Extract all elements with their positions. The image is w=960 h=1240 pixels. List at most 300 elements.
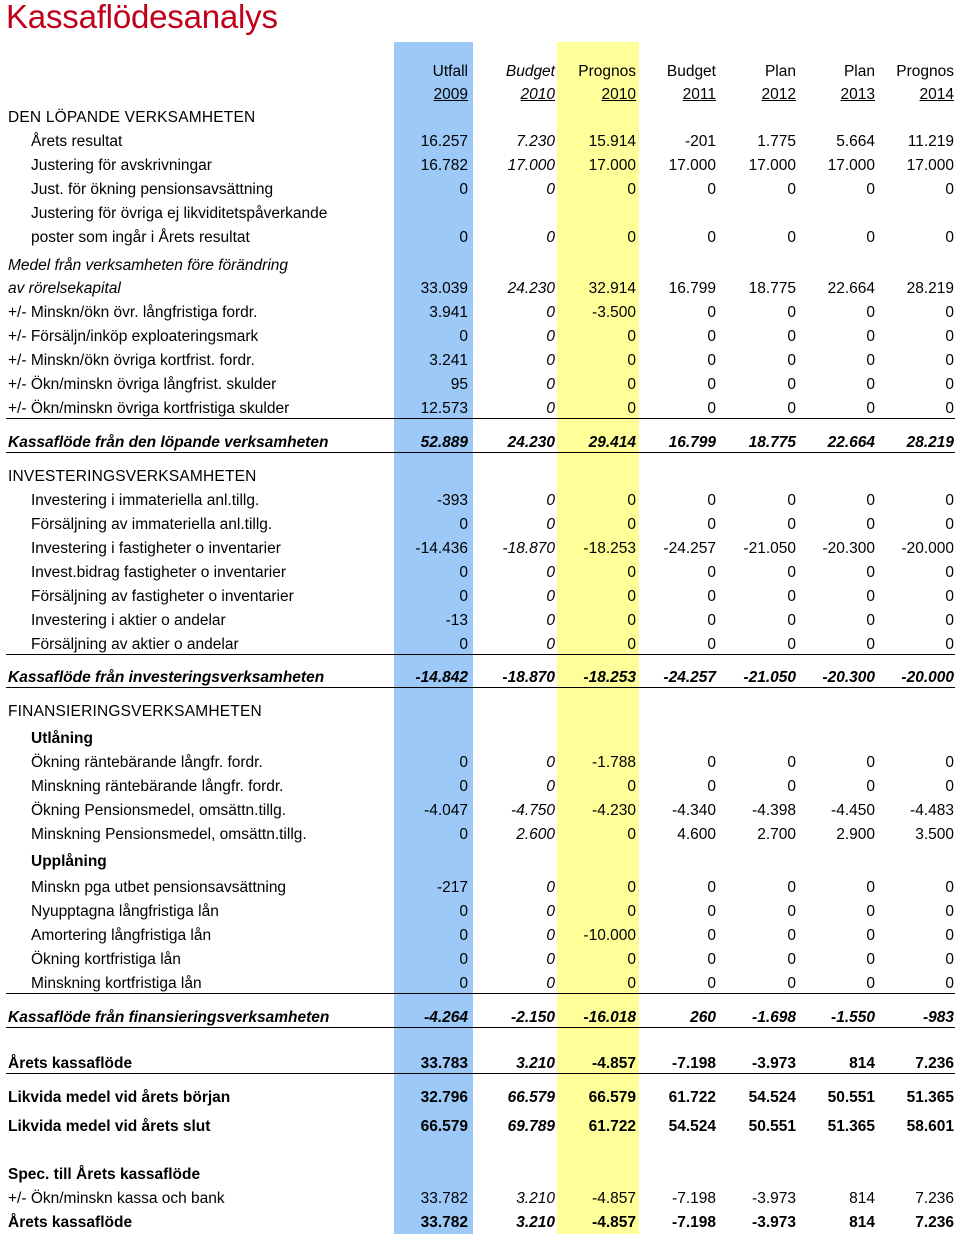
cell-value: 814	[849, 1055, 875, 1072]
cell-value: 32.796	[420, 1089, 468, 1106]
cell-value: 24.230	[507, 280, 555, 297]
table-row	[0, 800, 960, 822]
cell-value: 0	[866, 879, 875, 896]
cell-value: -16.018	[583, 1009, 636, 1026]
row-label: +/- Ökn/minskn övriga kortfristiga skulder	[8, 400, 290, 417]
cell-value: -4.857	[592, 1190, 636, 1207]
table-row	[0, 610, 960, 632]
cell-value: 32.914	[588, 280, 636, 297]
cell-value: 0	[546, 588, 555, 605]
row-label: Försäljning av aktier o andelar	[31, 636, 239, 653]
row-label: Nyupptagna långfristiga lån	[31, 903, 219, 920]
cell-value: 0	[627, 903, 636, 920]
cell-value: 15.914	[588, 133, 636, 150]
table-row	[0, 586, 960, 608]
cell-value: 0	[627, 400, 636, 417]
cell-value: 0	[707, 951, 716, 968]
cell-value: 0	[945, 328, 954, 345]
row-label: Årets kassaflöde	[8, 1214, 133, 1231]
cell-value: 66.579	[420, 1118, 468, 1135]
cell-value: 0	[787, 612, 796, 629]
table-row	[0, 973, 960, 995]
table-row	[0, 752, 960, 774]
cell-value: 0	[707, 903, 716, 920]
cell-value: 0	[546, 352, 555, 369]
cell-value: 0	[459, 181, 468, 198]
cell-value: 0	[707, 612, 716, 629]
cell-value: 0	[945, 400, 954, 417]
cell-value: 0	[866, 754, 875, 771]
cell-value: 0	[627, 636, 636, 653]
cell-value: -20.000	[901, 669, 954, 686]
row-label: Ökning kortfristiga lån	[31, 951, 181, 968]
cell-value: 52.889	[420, 434, 468, 451]
cell-value: 0	[459, 636, 468, 653]
table-row	[0, 1007, 960, 1029]
cell-value: 0	[707, 376, 716, 393]
cell-value: 0	[627, 588, 636, 605]
cell-value: 0	[627, 975, 636, 992]
cell-value: 0	[546, 328, 555, 345]
cell-value: 33.783	[420, 1055, 468, 1072]
column-header-year: 2014	[919, 86, 954, 103]
table-row	[0, 667, 960, 689]
cell-value: -14.842	[415, 669, 468, 686]
cell-value: 17.000	[507, 157, 555, 174]
cell-value: 0	[546, 927, 555, 944]
cell-value: 0	[546, 975, 555, 992]
column-header-label: Plan	[843, 63, 875, 80]
cell-value: 12.573	[420, 400, 468, 417]
row-label: Likvida medel vid årets början	[8, 1089, 231, 1106]
row-rule	[6, 687, 955, 688]
table-row	[0, 1116, 960, 1138]
cell-value: 0	[787, 376, 796, 393]
cell-value: 11.219	[907, 133, 954, 150]
cell-value: 0	[945, 229, 954, 246]
cell-value: 2.700	[757, 826, 796, 843]
cell-value: 0	[945, 879, 954, 896]
section-heading	[0, 851, 960, 873]
section-heading	[0, 728, 960, 750]
row-label: Utlåning	[31, 730, 93, 747]
cell-value: 0	[707, 975, 716, 992]
table-row	[0, 949, 960, 971]
cell-value: 0	[787, 352, 796, 369]
cell-value: 0	[459, 951, 468, 968]
table-row	[0, 824, 960, 846]
row-label: +/- Minskn/ökn övr. långfristiga fordr.	[8, 304, 258, 321]
cell-value: 28.219	[906, 434, 954, 451]
cell-value: 0	[707, 564, 716, 581]
cell-value: 18.775	[748, 434, 796, 451]
cell-value: 29.414	[588, 434, 636, 451]
cell-value: 0	[866, 304, 875, 321]
row-label: Amortering långfristiga lån	[31, 927, 212, 944]
cell-value: 0	[707, 352, 716, 369]
cell-value: 4.600	[677, 826, 716, 843]
cell-value: 16.799	[668, 280, 716, 297]
cell-value: 0	[459, 778, 468, 795]
row-caption	[0, 203, 960, 225]
cell-value: 0	[627, 229, 636, 246]
cell-value: 0	[459, 564, 468, 581]
cell-value: 0	[945, 376, 954, 393]
cell-value: 0	[787, 778, 796, 795]
row-label: Spec. till Årets kassaflöde	[8, 1166, 201, 1183]
cell-value: 0	[945, 304, 954, 321]
cell-value: 0	[866, 181, 875, 198]
cell-value: 0	[627, 376, 636, 393]
table-row	[0, 131, 960, 153]
cell-value: 0	[787, 588, 796, 605]
row-label: +/- Försäljn/inköp exploateringsmark	[8, 328, 259, 345]
cell-value: 0	[787, 304, 796, 321]
cell-value: 54.524	[668, 1118, 716, 1135]
row-rule	[6, 1073, 955, 1074]
row-label: +/- Minskn/ökn övriga kortfrist. fordr.	[8, 352, 255, 369]
column-header-year: 2012	[761, 86, 796, 103]
cell-value: 58.601	[906, 1118, 954, 1135]
cell-value: 0	[866, 927, 875, 944]
cell-value: 814	[849, 1214, 875, 1231]
cell-value: 0	[546, 304, 555, 321]
cell-value: 0	[546, 181, 555, 198]
cell-value: 0	[866, 492, 875, 509]
row-rule	[6, 993, 955, 994]
cell-value: 2.900	[836, 826, 875, 843]
row-label: Årets resultat	[31, 133, 123, 150]
cell-value: 3.210	[516, 1055, 555, 1072]
cell-value: 17.000	[748, 157, 796, 174]
column-header-label: Utfall	[432, 63, 468, 80]
cell-value: 0	[546, 612, 555, 629]
cell-value: 0	[866, 516, 875, 533]
cell-value: -20.300	[822, 540, 875, 557]
cell-value: 0	[459, 754, 468, 771]
cell-value: 0	[546, 951, 555, 968]
column-header-year: 2013	[840, 86, 875, 103]
cell-value: 7.236	[915, 1055, 954, 1072]
cell-value: -10.000	[583, 927, 636, 944]
cell-value: 0	[787, 492, 796, 509]
cell-value: 3.210	[516, 1214, 555, 1231]
cell-value: 2.600	[516, 826, 555, 843]
cell-value: 0	[945, 352, 954, 369]
cell-value: 0	[787, 951, 796, 968]
cell-value: -4.264	[424, 1009, 468, 1026]
cell-value: -24.257	[663, 669, 716, 686]
table-row	[0, 562, 960, 584]
row-label: +/- Ökn/minskn kassa och bank	[8, 1190, 225, 1207]
section-heading	[0, 466, 960, 488]
cell-value: -4.857	[592, 1055, 636, 1072]
row-label: Invest.bidrag fastigheter o inventarier	[31, 564, 287, 581]
cell-value: 0	[627, 778, 636, 795]
cell-value: 0	[866, 376, 875, 393]
cell-value: -7.198	[672, 1190, 716, 1207]
cell-value: -201	[684, 133, 716, 150]
row-rule	[6, 654, 955, 655]
cell-value: 0	[707, 229, 716, 246]
row-caption	[0, 1164, 960, 1186]
row-rule	[6, 418, 955, 419]
table-row	[0, 227, 960, 249]
cell-value: 17.000	[588, 157, 636, 174]
cell-value: -3.973	[752, 1190, 796, 1207]
cell-value: -3.973	[752, 1214, 796, 1231]
cell-value: 0	[945, 564, 954, 581]
row-label: Likvida medel vid årets slut	[8, 1118, 211, 1135]
row-label: Medel från verksamheten före förändring	[8, 257, 289, 274]
table-row	[0, 490, 960, 512]
table-row	[0, 925, 960, 947]
cell-value: 50.551	[827, 1089, 875, 1106]
cell-value: 0	[627, 352, 636, 369]
cell-value: -1.550	[831, 1009, 875, 1026]
cell-value: 0	[707, 304, 716, 321]
cell-value: 0	[627, 826, 636, 843]
table-row	[0, 901, 960, 923]
cell-value: -7.198	[672, 1055, 716, 1072]
cell-value: 0	[787, 328, 796, 345]
cell-value: 0	[945, 778, 954, 795]
cell-value: 0	[866, 328, 875, 345]
cell-value: 0	[459, 927, 468, 944]
row-label: av rörelsekapital	[8, 280, 121, 297]
table-row	[0, 374, 960, 396]
row-label: Justering för övriga ej likviditetspåverkande	[31, 205, 328, 222]
table-row	[0, 398, 960, 420]
cell-value: 0	[945, 516, 954, 533]
cell-value: 5.664	[836, 133, 875, 150]
cell-value: 24.230	[507, 434, 555, 451]
table-row	[0, 634, 960, 656]
cell-value: 0	[945, 492, 954, 509]
cell-value: 0	[945, 612, 954, 629]
cell-value: 0	[866, 903, 875, 920]
column-header-year: 2010	[601, 86, 636, 103]
cell-value: -1.788	[592, 754, 636, 771]
row-caption	[0, 255, 960, 277]
cell-value: 0	[459, 826, 468, 843]
cell-value: 0	[459, 975, 468, 992]
cell-value: 0	[866, 229, 875, 246]
cell-value: 0	[787, 636, 796, 653]
table-row	[0, 278, 960, 300]
cell-value: 0	[707, 879, 716, 896]
row-label: Årets kassaflöde	[8, 1055, 133, 1072]
cell-value: 50.551	[748, 1118, 796, 1135]
cell-value: 22.664	[827, 280, 875, 297]
cell-value: 0	[787, 564, 796, 581]
cell-value: 0	[866, 564, 875, 581]
column-header-label: Plan	[764, 63, 796, 80]
row-label: Upplåning	[31, 853, 107, 870]
cell-value: -4.047	[424, 802, 468, 819]
cell-value: -18.253	[583, 669, 636, 686]
cell-value: -7.198	[672, 1214, 716, 1231]
cell-value: 0	[707, 588, 716, 605]
cell-value: 0	[546, 564, 555, 581]
table-row	[0, 1212, 960, 1234]
cell-value: -4.857	[592, 1214, 636, 1231]
cell-value: 0	[627, 951, 636, 968]
cell-value: 17.000	[827, 157, 875, 174]
table-row	[0, 776, 960, 798]
cell-value: 0	[459, 903, 468, 920]
cell-value: 0	[459, 229, 468, 246]
row-label: Minskn pga utbet pensionsavsättning	[31, 879, 287, 896]
column-header-label: Prognos	[896, 63, 954, 80]
cell-value: 0	[945, 903, 954, 920]
cell-value: 0	[627, 181, 636, 198]
cell-value: 0	[866, 588, 875, 605]
table-row	[0, 1087, 960, 1109]
cell-value: 814	[849, 1190, 875, 1207]
table-row	[0, 326, 960, 348]
row-label: Minskning Pensionsmedel, omsättn.tillg.	[31, 826, 307, 843]
table-row	[0, 432, 960, 454]
cell-value: 22.664	[827, 434, 875, 451]
cell-value: 0	[546, 754, 555, 771]
section-heading	[0, 107, 960, 129]
cell-value: 51.365	[906, 1089, 954, 1106]
cell-value: -4.450	[831, 802, 875, 819]
cell-value: 0	[866, 352, 875, 369]
cell-value: 0	[707, 754, 716, 771]
cell-value: 51.365	[827, 1118, 875, 1135]
cell-value: -20.300	[822, 669, 875, 686]
cell-value: 7.230	[516, 133, 555, 150]
cell-value: 28.219	[906, 280, 954, 297]
cell-value: 61.722	[588, 1118, 636, 1135]
cell-value: 0	[459, 516, 468, 533]
cell-value: -3.973	[752, 1055, 796, 1072]
cell-value: 0	[546, 229, 555, 246]
cell-value: 3.241	[429, 352, 468, 369]
cell-value: 260	[690, 1009, 716, 1026]
cell-value: 0	[945, 636, 954, 653]
cell-value: 0	[866, 612, 875, 629]
cell-value: 0	[787, 400, 796, 417]
cell-value: 69.789	[507, 1118, 555, 1135]
cell-value: 0	[707, 636, 716, 653]
table-row	[0, 877, 960, 899]
cell-value: -393	[436, 492, 468, 509]
cell-value: 33.782	[420, 1190, 468, 1207]
table-row	[0, 514, 960, 536]
cell-value: -4.340	[672, 802, 716, 819]
cell-value: 0	[707, 328, 716, 345]
cell-value: 66.579	[507, 1089, 555, 1106]
cell-value: -21.050	[743, 540, 796, 557]
cell-value: 95	[450, 376, 468, 393]
cell-value: 0	[945, 588, 954, 605]
cell-value: 66.579	[588, 1089, 636, 1106]
cell-value: 3.941	[429, 304, 468, 321]
cell-value: -18.870	[502, 669, 555, 686]
cell-value: 0	[945, 754, 954, 771]
cell-value: 7.236	[915, 1214, 954, 1231]
cell-value: 0	[459, 328, 468, 345]
row-label: DEN LÖPANDE VERKSAMHETEN	[8, 109, 256, 126]
cell-value: 0	[866, 778, 875, 795]
table-row	[0, 538, 960, 560]
cell-value: -18.253	[583, 540, 636, 557]
cell-value: -4.398	[752, 802, 796, 819]
row-label: Just. för ökning pensionsavsättning	[31, 181, 274, 198]
cell-value: 33.039	[420, 280, 468, 297]
cell-value: 0	[707, 492, 716, 509]
cell-value: 0	[787, 879, 796, 896]
cell-value: 7.236	[915, 1190, 954, 1207]
column-year-row	[0, 84, 960, 106]
cell-value: 0	[546, 879, 555, 896]
column-header-year: 2009	[433, 86, 468, 103]
cell-value: 54.524	[748, 1089, 796, 1106]
row-label: Investering i fastigheter o inventarier	[31, 540, 281, 557]
cell-value: 0	[787, 754, 796, 771]
cell-value: 0	[546, 400, 555, 417]
cell-value: 33.782	[420, 1214, 468, 1231]
cell-value: 0	[787, 229, 796, 246]
column-header-row	[0, 61, 960, 83]
column-header-year: 2011	[682, 86, 716, 103]
cell-value: -983	[922, 1009, 954, 1026]
cell-value: 0	[546, 903, 555, 920]
cell-value: 16.799	[668, 434, 716, 451]
section-heading	[0, 701, 960, 723]
cell-value: 0	[945, 181, 954, 198]
cell-value: -21.050	[743, 669, 796, 686]
cell-value: 0	[546, 778, 555, 795]
row-rule	[6, 452, 955, 453]
column-header-label: Budget	[666, 63, 716, 80]
cell-value: 16.257	[420, 133, 468, 150]
row-label: poster som ingår i Årets resultat	[31, 229, 250, 246]
row-label: Investering i immateriella anl.tillg.	[31, 492, 260, 509]
cell-value: 3.500	[915, 826, 954, 843]
cell-value: 0	[945, 927, 954, 944]
cell-value: 0	[627, 879, 636, 896]
row-label: Kassaflöde från finansieringsverksamheten	[8, 1009, 330, 1026]
column-header-label: Prognos	[578, 63, 636, 80]
row-label: +/- Ökn/minskn övriga långfrist. skulder	[8, 376, 277, 393]
cell-value: -2.150	[511, 1009, 555, 1026]
row-label: Investering i aktier o andelar	[31, 612, 226, 629]
cell-value: 0	[627, 516, 636, 533]
cell-value: 0	[945, 951, 954, 968]
cell-value: 0	[707, 516, 716, 533]
row-label: Justering för avskrivningar	[31, 157, 212, 174]
cell-value: 0	[707, 400, 716, 417]
column-header-year: 2010	[520, 86, 555, 103]
cell-value: 0	[787, 903, 796, 920]
cell-value: 0	[787, 975, 796, 992]
cell-value: 0	[866, 975, 875, 992]
row-label: Försäljning av immateriella anl.tillg.	[31, 516, 273, 533]
cell-value: 0	[787, 927, 796, 944]
cell-value: 0	[627, 328, 636, 345]
cell-value: 0	[546, 516, 555, 533]
cell-value: 0	[707, 927, 716, 944]
row-rule	[6, 1027, 955, 1028]
table-row	[0, 1188, 960, 1210]
cell-value: -4.230	[592, 802, 636, 819]
cell-value: 0	[546, 376, 555, 393]
cell-value: 0	[707, 778, 716, 795]
